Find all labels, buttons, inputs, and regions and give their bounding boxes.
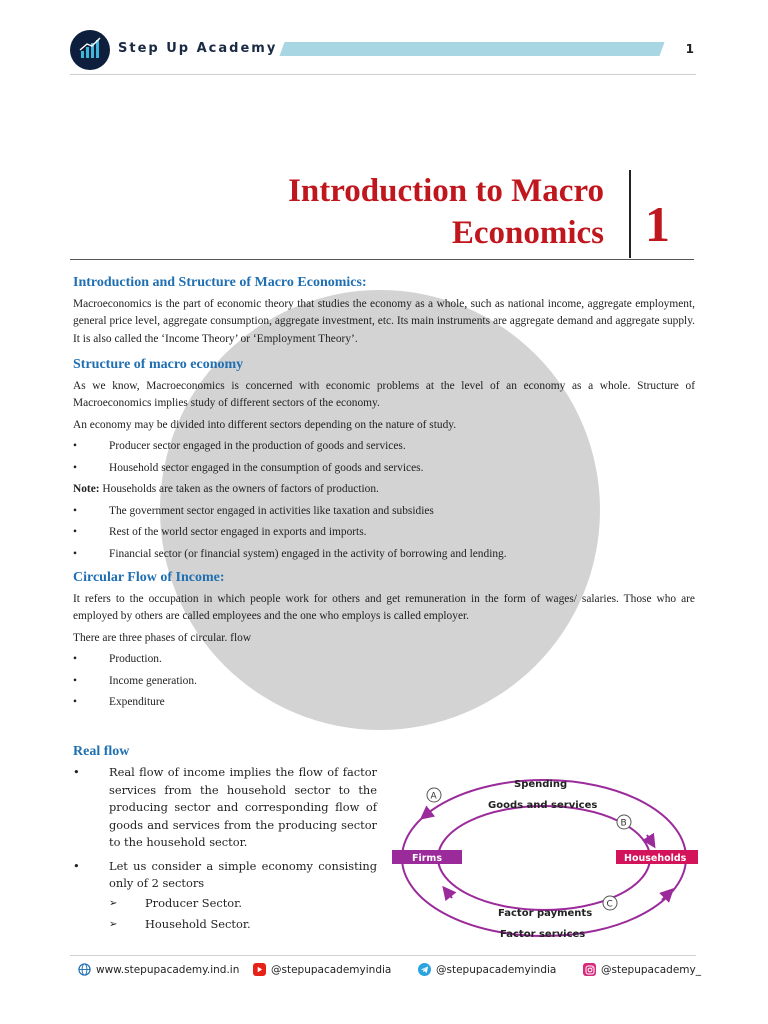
arrow-bullet-icon: ➢ [109,897,118,909]
instagram-icon [583,963,596,976]
bullet-icon: • [73,504,77,517]
structure-paragraph-1: As we know, Macroeconomics is concerned with economic problems at the level of an economy as a whole. Structure of Macroeconomics implies study of different sectors of the economy. [73,379,695,409]
sector-list-a [73,438,695,477]
circular-flow-diagram [392,770,702,950]
chapter-title-line1: Introduction to Macro [288,173,604,209]
list-item-text: The government sector engaged in activities like taxation and subsidies [109,504,434,517]
bullet-icon: • [73,696,77,708]
spending-label: Spending [514,779,568,790]
goods-services-label: Goods and services [488,800,598,811]
factor-payments-label: Factor payments [498,908,593,919]
sector-list-b [73,503,695,564]
firms-label: Firms [412,853,442,864]
list-item-text: Household sector engaged in the consumption of goods and services. [109,461,424,474]
list-item [73,438,695,456]
real-flow-heading: Real flow [73,744,130,759]
youtube-text: @stepupacademyindia [271,963,392,976]
telegram-icon [418,963,431,976]
note-label: Note: [73,483,100,495]
chapter-title-line2: Economics [451,215,604,251]
bullet-icon: • [73,440,77,452]
main-content [73,268,695,716]
list-item [109,895,377,913]
list-item [73,460,695,478]
list-item-text: Let us consider a simple economy consisting only of 2 sectors [109,858,377,890]
list-item-text: Producer Sector. [145,895,242,910]
arrow-icon [647,835,654,846]
footer-instagram[interactable] [583,963,701,976]
circular-paragraph-1: It refers to the occupation in which people work for others and get remuneration in the form of wages/ salaries. Those who are employed by others are called employees and the one who employs is called employer. [73,592,695,622]
page-footer [78,963,701,983]
globe-icon [78,963,91,976]
instagram-text: @stepupacademy_ [601,963,701,976]
circular-paragraph-2: There are three phases of circular. flow [73,631,252,644]
footer-youtube[interactable] [253,963,391,976]
list-item [73,764,377,852]
page-number: 1 [685,42,694,56]
title-underline [70,259,694,260]
list-item-text: Financial sector (or financial system) engaged in the activity of borrowing and lending. [109,547,507,560]
structure-heading: Structure of macro economy [73,357,244,372]
bullet-icon: • [73,461,77,474]
footer-website[interactable] [78,963,239,976]
households-label: Households [624,853,687,864]
list-item [73,546,695,564]
list-item-text: Expenditure [109,696,165,708]
youtube-icon [253,963,266,976]
factor-services-label: Factor services [500,929,586,940]
bullet-icon: • [73,858,80,873]
header-divider [70,74,696,75]
header-accent-bar [279,42,664,56]
real-flow-list [73,764,377,934]
bullet-icon: • [73,526,77,538]
list-item-text: Household Sector. [145,917,251,931]
marker-c-label: C [606,899,613,910]
brand-name: Step Up Academy [118,41,278,56]
list-item [73,694,695,712]
list-item [109,916,377,934]
circular-flow-heading: Circular Flow of Income: [73,570,225,585]
two-sectors-list [109,895,377,934]
bullet-icon: • [73,674,77,687]
list-item-text: Producer sector engaged in the production of goods and services. [109,440,406,452]
chapter-title [288,170,604,254]
bullet-icon: • [73,653,77,665]
list-item [73,651,695,669]
footer-divider [70,955,696,956]
list-item-text: Real flow of income implies the flow of factor services from the household sector to the producing sector and corresponding flow of goods and services from the producing sector to the household sector. [109,765,377,849]
website-text: www.stepupacademy.ind.in [96,963,240,976]
intro-heading: Introduction and Structure of Macro Economics: [73,275,367,290]
page-header [70,28,700,72]
arrow-icon [662,890,672,900]
bullet-icon: • [73,547,77,560]
arrow-icon [422,810,432,818]
phases-list [73,651,695,712]
note-paragraph [73,481,695,499]
structure-paragraph-2: An economy may be divided into different sectors depending on the nature of study. [73,418,457,431]
arrow-bullet-icon: ➢ [109,919,118,930]
arrow-icon [444,888,452,898]
step-up-logo [70,30,110,70]
telegram-text: @stepupacademyindia [436,963,557,976]
chapter-number: 1 [645,196,670,252]
note-text: Households are taken as the owners of factors of production. [99,483,379,495]
list-item [73,503,695,521]
list-item-text: Production. [109,653,162,665]
marker-b-label: B [620,818,627,829]
footer-telegram[interactable] [418,963,556,976]
list-item-text: Income generation. [109,674,197,687]
bar-chart-logo-icon [75,35,105,65]
list-item-text: Rest of the world sector engaged in exports and imports. [109,526,367,538]
marker-a-label: A [430,791,437,802]
chapter-divider [629,170,631,258]
intro-paragraph: Macroeconomics is the part of economic theory that studies the economy as a whole, such as national income, aggregate employment, general price level, aggregate consumption, aggregate investment, etc. Its main instruments are aggregate demand and aggregate supply. It is also called the ‘Income Theory’ or ‘Employment Theory’. [73,297,695,345]
list-item [73,858,377,934]
list-item [73,673,695,691]
list-item [73,524,695,542]
bullet-icon: • [73,765,80,779]
